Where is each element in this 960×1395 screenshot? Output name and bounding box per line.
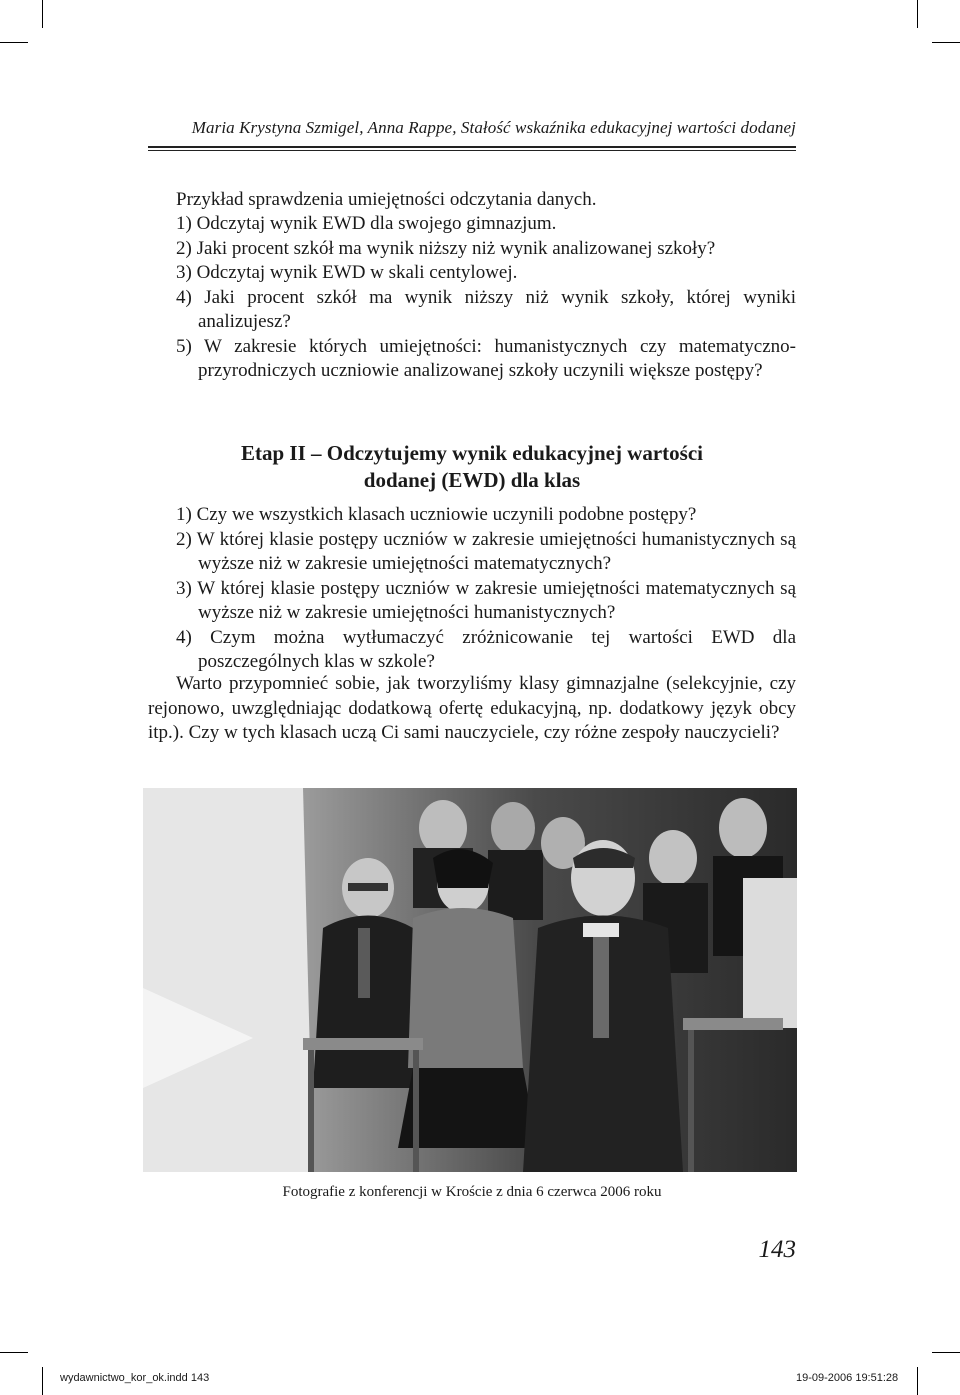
header-rule	[148, 146, 796, 148]
list-item: 5) W zakresie których umiejętności: humanistycznych czy matematyczno-przyrodniczych uczniowie analizowanej szkoły uczynili większe postępy?	[176, 335, 796, 381]
crop-mark	[0, 42, 28, 43]
footer-file-info: wydawnictwo_kor_ok.indd 143	[60, 1372, 210, 1384]
section-heading	[148, 440, 796, 494]
page-number: 143	[758, 1236, 796, 1263]
list-class-questions	[176, 503, 796, 675]
list-item: 4) Jaki procent szkół ma wynik niższy niż wynik szkoły, której wyniki analizujesz?	[176, 286, 796, 332]
list-item: 4) Czym można wytłumaczyć zróżnicowanie tej wartości EWD dla poszczególnych klas w szkole?	[176, 626, 796, 672]
footer-timestamp: 19-09-2006 19:51:28	[796, 1372, 899, 1384]
crop-mark	[917, 0, 918, 28]
list-item: 1) Czy we wszystkich klasach uczniowie uczynili podobne postępy?	[176, 504, 697, 525]
list-item: 2) W której klasie postępy uczniów w zakresie umiejętności humanistycznych są wyższe niż w zakresie umiejętności matematycznych?	[176, 528, 796, 574]
section-heading-line2: dodanej (EWD) dla klas	[363, 468, 581, 492]
crop-mark	[932, 1352, 960, 1353]
photo-caption: Fotografie z konferencji w Kroście z dnia 6 czerwca 2006 roku	[282, 1184, 662, 1200]
crop-mark	[917, 1367, 918, 1395]
header-rule-thin	[148, 150, 796, 151]
intro-text: Przykład sprawdzenia umiejętności odczytania danych.	[176, 189, 597, 210]
list-item: 3) W której klasie postępy uczniów w zakresie umiejętności matematycznych są wyższe niż w zakresie umiejętności humanistycznych?	[176, 577, 796, 623]
list-item: 3) Odczytaj wynik EWD w skali centylowej.	[176, 262, 518, 283]
crop-mark	[42, 0, 43, 28]
conference-photo	[143, 788, 797, 1172]
crop-mark	[42, 1367, 43, 1395]
list-item: 2) Jaki procent szkół ma wynik niższy niż wynik analizowanej szkoły?	[176, 237, 716, 259]
body-paragraph: Warto przypomnieć sobie, jak tworzyliśmy klasy gimnazjalne (selekcyjnie, czy rejonowo, uwzględniając dodatkową ofertę edukacyjną, np. dodatkowy język obcy itp.). Czy w tych klasach uczą Ci sami nauczyciele, czy różne zespoły nauczycieli?	[148, 673, 796, 743]
crop-mark	[932, 42, 960, 43]
running-head: Maria Krystyna Szmigel, Anna Rappe, Stałość wskaźnika edukacyjnej wartości dodanej	[191, 118, 796, 137]
list-item: 1) Odczytaj wynik EWD dla swojego gimnazjum.	[176, 213, 557, 234]
crop-mark	[0, 1352, 28, 1353]
list-reading-data	[176, 212, 796, 384]
section-heading-line1: Etap II – Odczytujemy wynik edukacyjnej wartości	[241, 441, 703, 465]
